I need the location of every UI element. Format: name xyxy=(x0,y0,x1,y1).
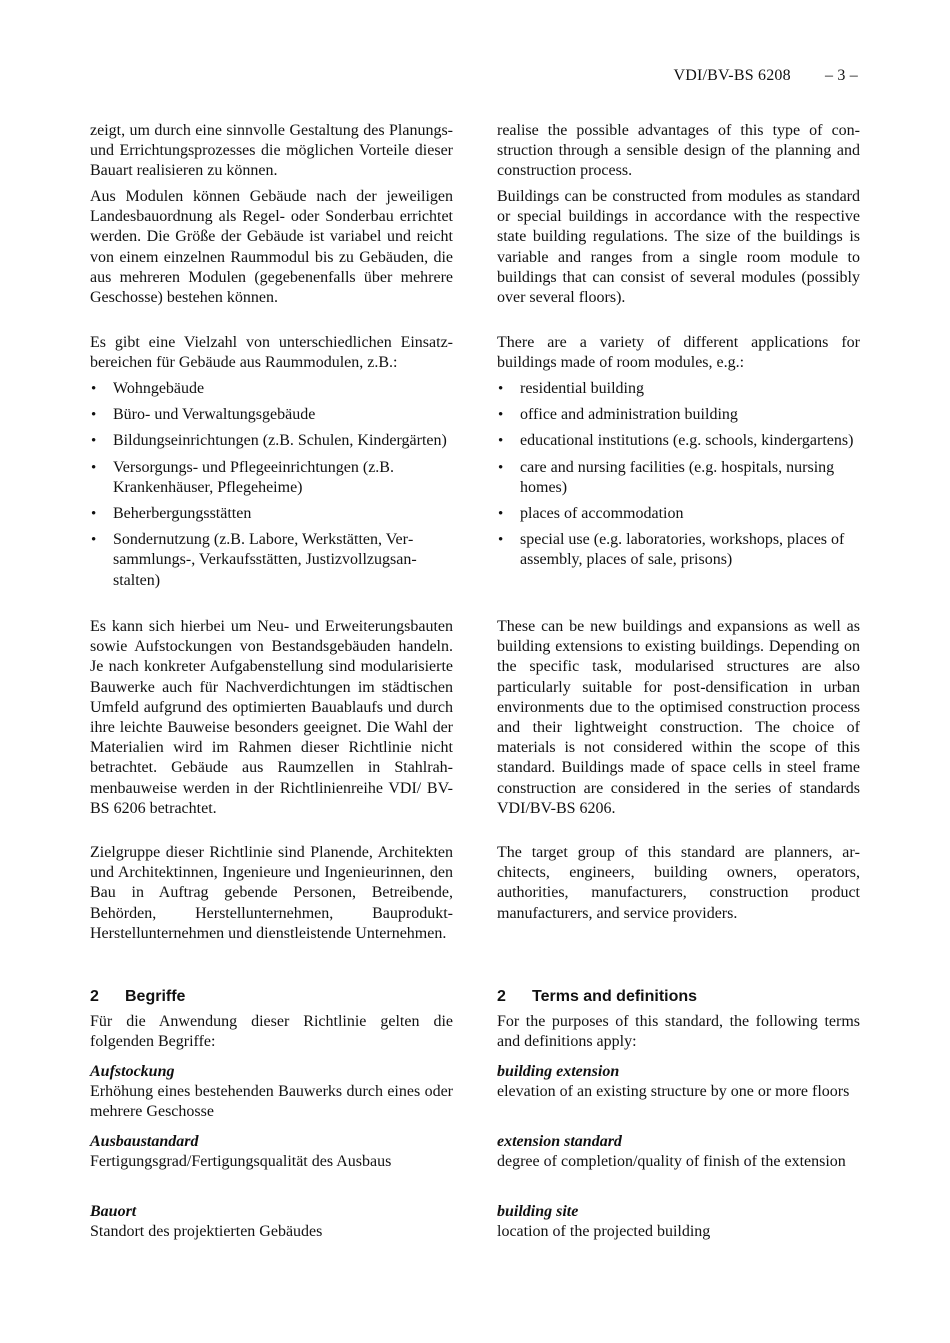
de-paragraph-4: Es kann sich hierbei um Neu- und Erweiterungsbauten sowie Aufstockungen von Bestandsgebäuden handeln. Je nach konkreter Aufgabenstellung sind modularisierte Bauwerke auch für Nachverdichtungen im städtischen Umfeld aufgrund des optimierten Bauablaufs und durch ihre leichte Bauweise besonders geeignet. Die Wahl der Materialien wird im Rahmen dieser Richtlinie nicht betrachtet. Gebäude aus Raumzellen in Stahlrahmenbauweise werden in der Richtlinienreihe VDI/ BV-BS 6206 betrachtet. xyxy=(90,618,453,817)
list-item: • educational institutions (e.g. schools, kindergartens) xyxy=(497,431,860,451)
term-label: Aufstockung xyxy=(90,1063,175,1080)
de-term-entry xyxy=(90,1062,453,1123)
en-section-intro: For the purposes of this standard, the following terms and definitions apply: xyxy=(497,1013,860,1051)
list-item: • residential building xyxy=(497,379,860,399)
en-section-heading xyxy=(497,987,860,1007)
en-paragraph-3: There are a variety of different applications for buildings made of room modules, e.g.: xyxy=(497,334,860,372)
term-definition: Fertigungsgrad/Fertigungsqualität des Ausbaus xyxy=(90,1153,392,1171)
term-definition: elevation of an existing structure by one or more floors xyxy=(497,1083,850,1101)
en-paragraph-1: realise the possible advantages of this type of construction through a sensible design of the planning and construction process. xyxy=(497,122,860,180)
list-item: • Bildungseinrichtungen (z.B. Schulen, Kindergärten) xyxy=(90,431,453,451)
term-label: building site xyxy=(497,1203,579,1220)
list-item: • care and nursing facilities (e.g. hospitals, nursing homes) xyxy=(497,458,860,498)
de-paragraph-1: zeigt, um durch eine sinnvolle Gestaltung des Planungs- und Errichtungsprozesses die möglichen Vorteile dieser Bauart realisieren zu können. xyxy=(90,122,453,180)
list-item: • office and administration building xyxy=(497,405,860,425)
en-application-list xyxy=(497,379,860,577)
list-item: • Wohngebäude xyxy=(90,379,453,399)
de-application-list xyxy=(90,379,453,597)
de-paragraph-2: Aus Modulen können Gebäude nach der jeweiligen Landesbauordnung als Regel- oder Sonderbau errichtet werden. Die Größe der Gebäude ist variabel und reicht von einem einzelnen Raummodul bis zu Gebäuden, die aus mehreren Modulen (gegebenenfalls über mehrere Geschosse) bestehen können. xyxy=(90,188,453,307)
section-title: Begriffe xyxy=(125,988,186,1005)
en-paragraph-2: Buildings can be constructed from modules as standard or special buildings in accordance with the respective state building regulations. The size of the buildings is variable and ranges from a single room module to buildings that can consist of several modules (possibly over several floors). xyxy=(497,188,860,307)
en-paragraph-5: The target group of this standard are planners, architects, engineers, building owners, operators, authorities, manufacturers, construction product manufacturers, and service providers. xyxy=(497,844,860,922)
en-term-entry xyxy=(497,1132,860,1172)
en-term-entry xyxy=(497,1202,860,1242)
en-paragraph-4: These can be new buildings and expansions as well as building extensions to existing buildings. Depending on the specific task, modularised structures are also particularly suitable for post-densification in urban environments due to the optimised construction process and their lightweight construction. The choice of materials is not considered within the scope of this standard. Buildings made of space cells in steel frame construction are considered in the series of standards VDI/BV-BS 6206. xyxy=(497,618,860,817)
de-term-entry xyxy=(90,1202,453,1242)
section-number: 2 xyxy=(497,988,506,1005)
page-header xyxy=(673,67,858,85)
list-item: • special use (e.g. laboratories, workshops, places of assembly, places of sale, prisons) xyxy=(497,530,860,570)
term-label: extension standard xyxy=(497,1133,622,1150)
term-definition: Erhöhung eines bestehenden Bauwerks durch eines oder mehrere Geschosse xyxy=(90,1083,453,1121)
list-item: • Versorgungs- und Pflegeeinrichtungen (z.B. Krankenhäuser, Pflegeheime) xyxy=(90,458,453,498)
list-item: • places of accommodation xyxy=(497,504,860,524)
term-label: Bauort xyxy=(90,1203,137,1220)
term-label: Ausbaustandard xyxy=(90,1133,199,1150)
term-label: building extension xyxy=(497,1063,620,1080)
term-definition: degree of completion/quality of finish of the extension xyxy=(497,1153,846,1171)
de-paragraph-3: Es gibt eine Vielzahl von unterschiedlichen Einsatzbereichen für Gebäude aus Raummodulen, z.B.: xyxy=(90,334,453,372)
list-item: • Sondernutzung (z.B. Labore, Werkstätten, Versammlungs-, Verkaufsstätten, Justizvollzugsanstalten) xyxy=(90,530,453,591)
section-number: 2 xyxy=(90,988,99,1005)
list-item: • Büro- und Verwaltungsgebäude xyxy=(90,405,453,425)
page-number: – 3 – xyxy=(825,67,858,84)
term-definition: Standort des projektierten Gebäudes xyxy=(90,1223,323,1241)
de-section-intro: Für die Anwendung dieser Richtlinie gelten die folgenden Begriffe: xyxy=(90,1013,453,1051)
de-term-entry xyxy=(90,1132,453,1172)
term-definition: location of the projected building xyxy=(497,1223,711,1241)
de-paragraph-5: Zielgruppe dieser Richtlinie sind Planende, Architekten und Architektinnen, Ingenieure und Ingenieurinnen, den Bau in Auftrag gebende Personen, Betreibende, Behörden, Herstellunternehmen, Bauprodukt-Herstellunternehmen und dienstleistende Unternehmen. xyxy=(90,844,453,942)
de-section-heading xyxy=(90,987,453,1007)
en-term-entry xyxy=(497,1062,860,1102)
section-title: Terms and definitions xyxy=(532,988,698,1005)
list-item: • Beherbergungsstätten xyxy=(90,504,453,524)
document-id: VDI/BV-BS 6208 xyxy=(673,67,791,84)
